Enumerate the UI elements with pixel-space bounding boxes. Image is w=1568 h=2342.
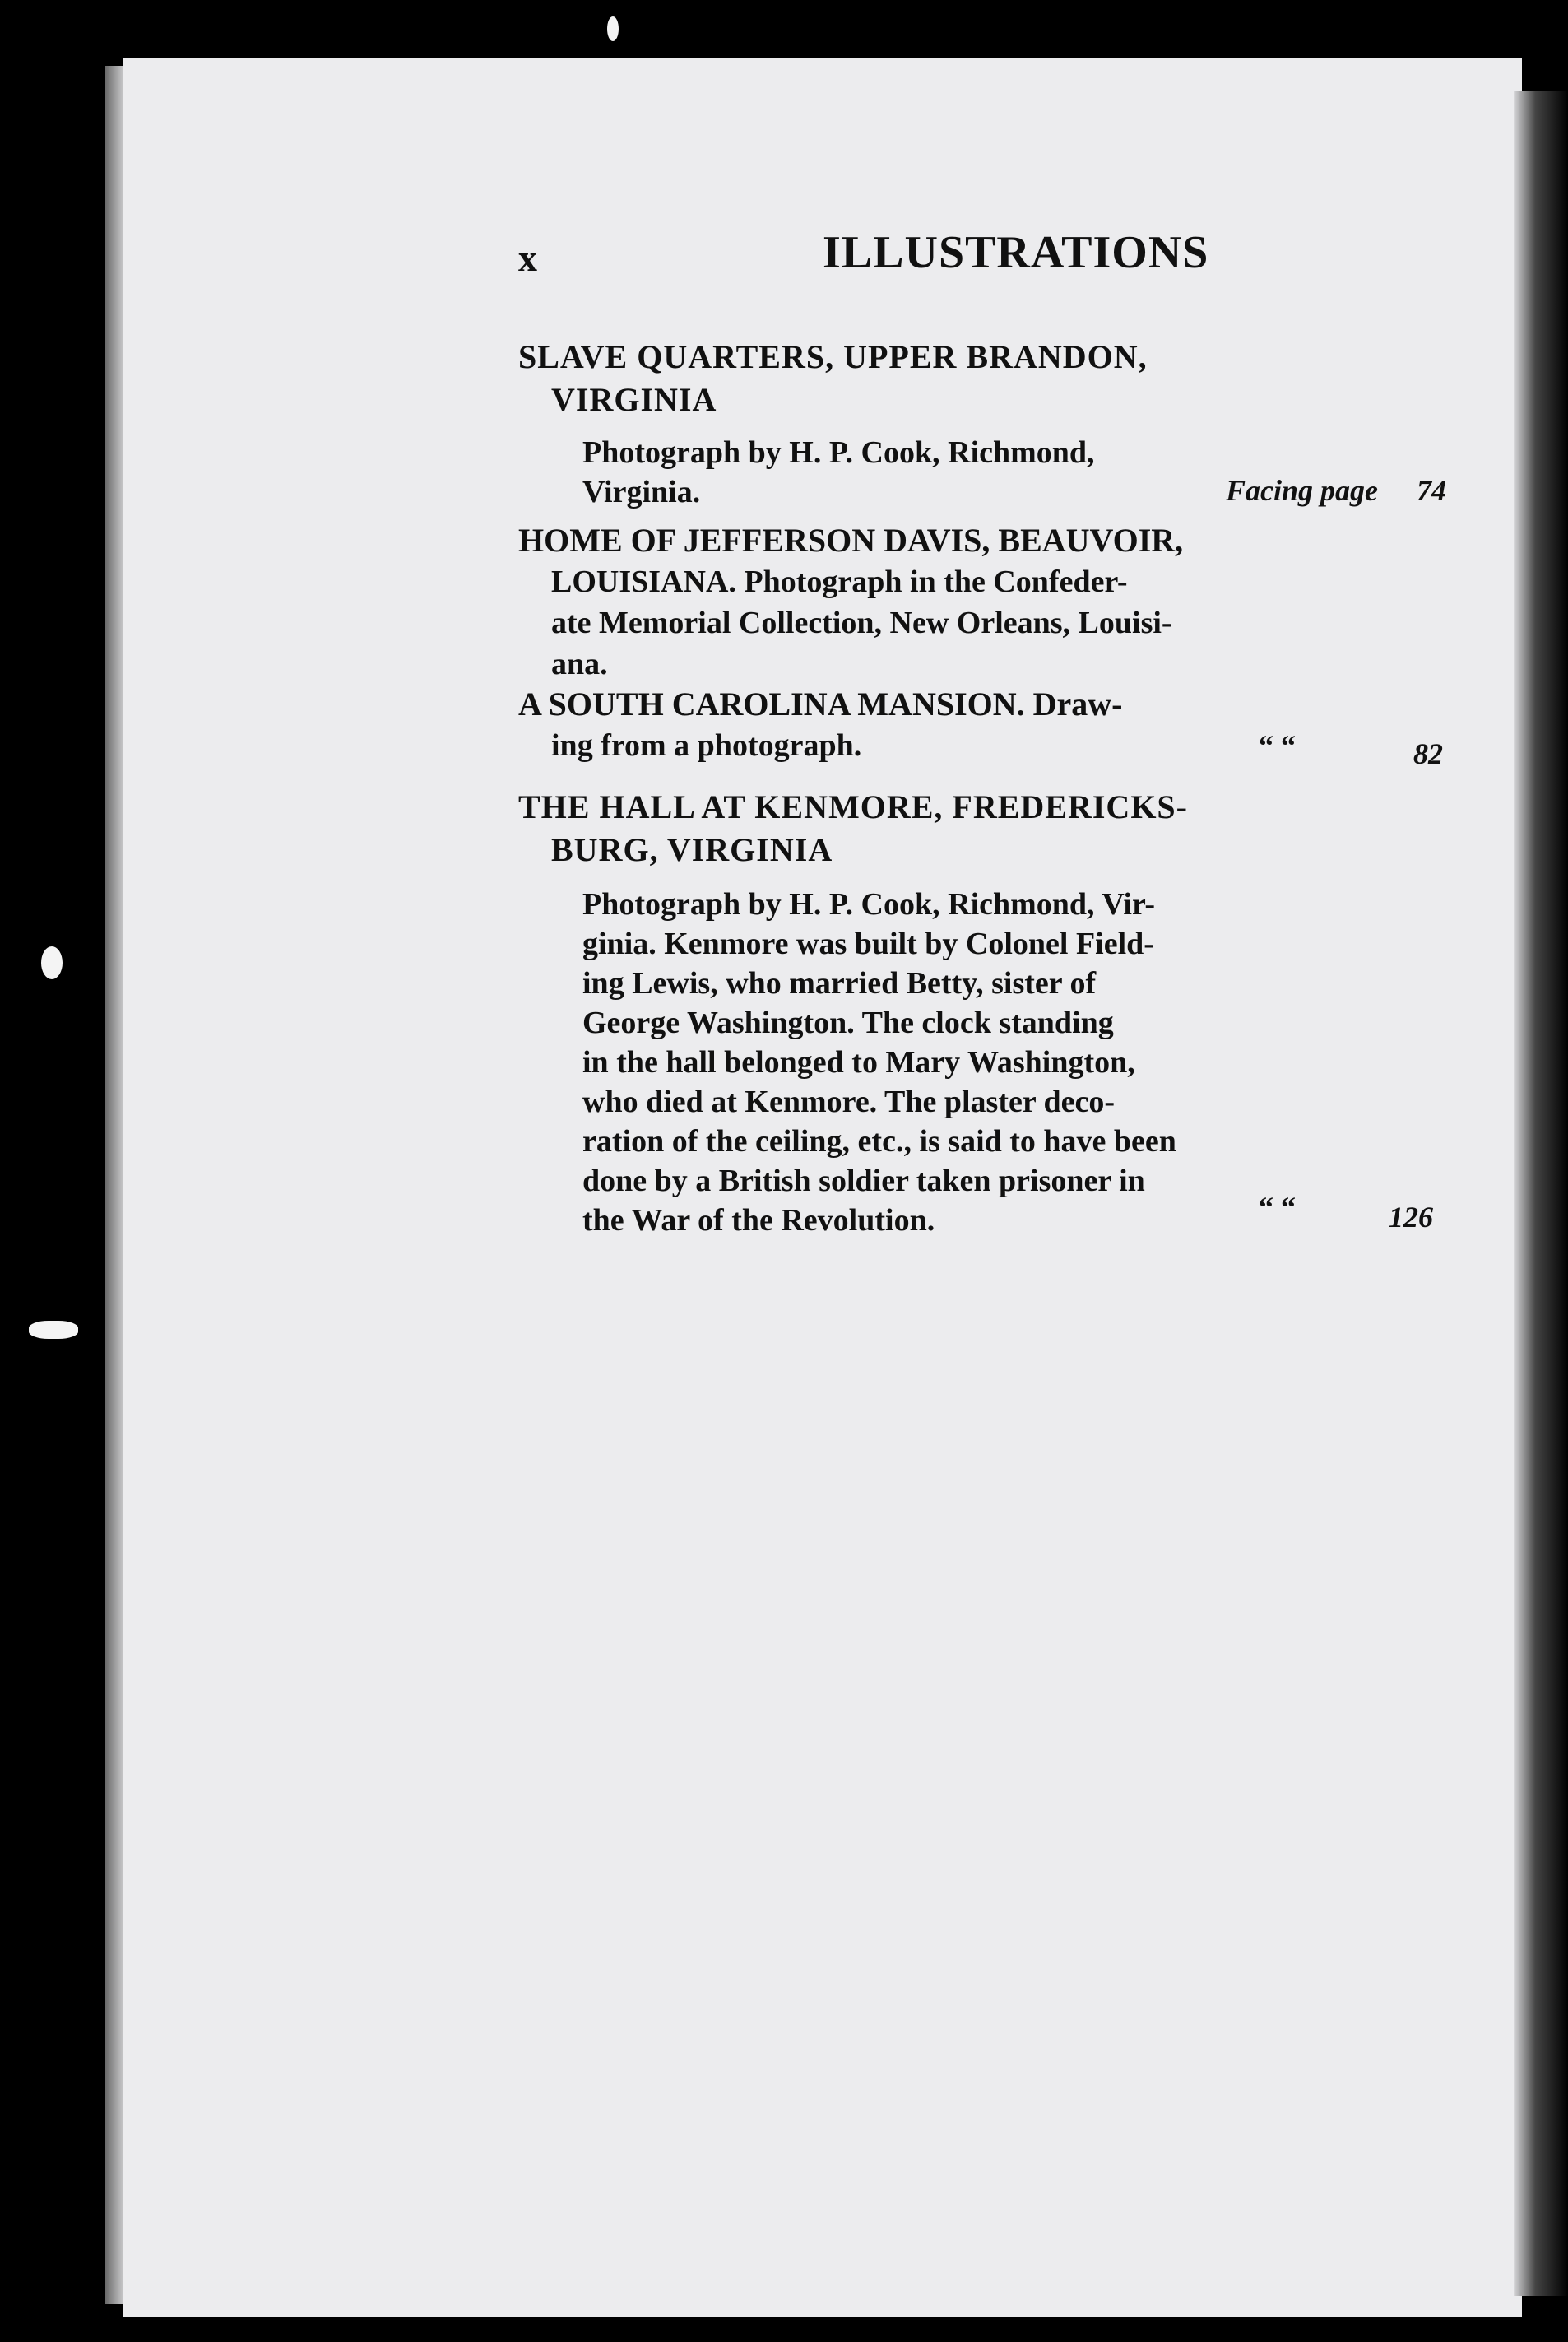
entry-caption-line: in the hall belonged to Mary Washington, bbox=[582, 1045, 1135, 1080]
entry-title-line: THE HALL AT KENMORE, FREDERICKS- bbox=[518, 788, 1188, 825]
page-right-shadow bbox=[1514, 91, 1568, 2296]
page-folio: x bbox=[518, 237, 537, 279]
entry-caption-line: George Washington. The clock standing bbox=[582, 1006, 1114, 1040]
list-item bbox=[518, 786, 1211, 1240]
entry-title-line: VIRGINIA bbox=[551, 381, 717, 418]
entry-caption-line: who died at Kenmore. The plaster deco- bbox=[582, 1085, 1116, 1119]
entry-line: LOUISIANA. Photograph in the Confeder- bbox=[551, 565, 1128, 599]
entry-caption-line: Photograph by H. P. Cook, Richmond, Vir- bbox=[582, 887, 1156, 922]
running-head bbox=[0, 226, 1568, 284]
ditto-mark: “ “ bbox=[1259, 1191, 1296, 1224]
scan-speck bbox=[607, 16, 619, 41]
entry-line: ana. bbox=[551, 647, 608, 681]
entry-caption-line: the War of the Revolution. bbox=[582, 1203, 935, 1238]
page-number: 82 bbox=[1413, 737, 1443, 770]
entry-caption-line: ginia. Kenmore was built by Colonel Field- bbox=[582, 927, 1154, 961]
entry-caption-line: done by a British soldier taken prisoner in bbox=[582, 1164, 1145, 1198]
entry-line: HOME OF JEFFERSON DAVIS, BEAUVOIR, bbox=[518, 522, 1184, 559]
entry-caption-line: ing Lewis, who married Betty, sister of bbox=[582, 966, 1097, 1001]
entry-title-line: SLAVE QUARTERS, UPPER BRANDON, bbox=[518, 338, 1148, 375]
page-title: ILLUSTRATIONS bbox=[823, 227, 1209, 278]
ditto-mark: “ “ bbox=[1259, 729, 1296, 762]
entry-title-line: BURG, VIRGINIA bbox=[551, 831, 833, 868]
entry-line: A SOUTH CAROLINA MANSION. Draw- bbox=[518, 685, 1123, 723]
list-item bbox=[518, 336, 1211, 512]
entry-caption-line: ration of the ceiling, etc., is said to have been bbox=[582, 1124, 1176, 1159]
list-item bbox=[518, 520, 1211, 685]
scan-speck bbox=[41, 946, 63, 979]
page-number: 74 bbox=[1417, 474, 1446, 507]
entry-caption-line: Virginia. bbox=[582, 475, 701, 509]
entry-line: ing from a photograph. bbox=[551, 728, 862, 763]
facing-page-label: Facing page bbox=[1226, 474, 1378, 507]
list-item bbox=[518, 683, 1211, 765]
entry-caption-line: Photograph by H. P. Cook, Richmond, bbox=[582, 435, 1095, 470]
entry-line: ate Memorial Collection, New Orleans, Louisi- bbox=[551, 606, 1172, 640]
scan-speck bbox=[29, 1321, 78, 1339]
page-number: 126 bbox=[1389, 1201, 1433, 1234]
